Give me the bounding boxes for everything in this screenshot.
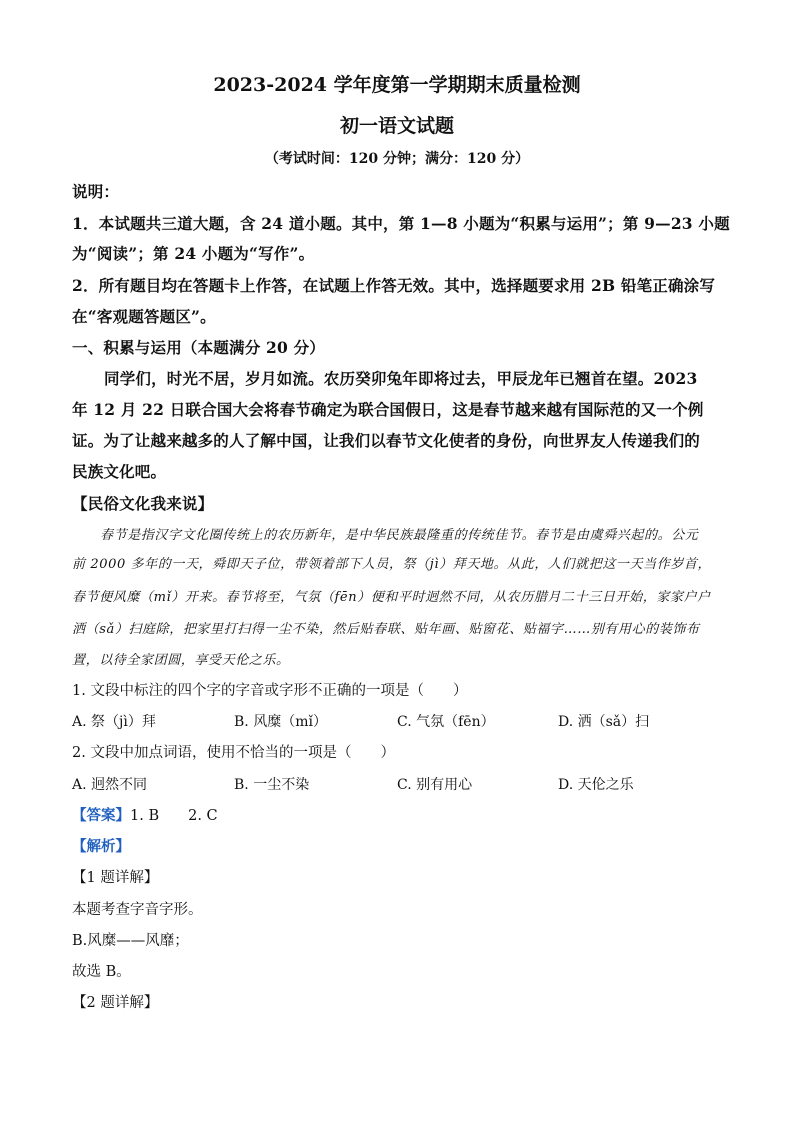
section-1-heading: 一、积累与运用（本题满分 20 分） [72, 338, 325, 357]
answer-label: 【答案】 [72, 807, 130, 824]
folk-passage-line-4: 洒（sǎ）扫庭除，把家里打扫得一尘不染，然后贴春联、贴年画、贴窗花、贴福字……别有用心的装饰布 [72, 622, 700, 637]
question-1-option-a: A. 祭（jì）拜 [72, 714, 156, 730]
answer-line [72, 809, 218, 824]
folk-passage-line-1: 春节是指汉字文化圈传统上的农历新年，是中华民族最隆重的传统佳节。春节是由虞舜兴起的。公元 [100, 528, 699, 543]
question-1-option-c: C. 气氛（fēn） [397, 714, 495, 730]
instruction-item-2-line-2: 在“客观题答题区”。 [72, 307, 216, 326]
question-2-option-d: D. 天伦之乐 [558, 777, 634, 793]
question-2-stem: 2. 文段中加点词语，使用不恰当的一项是（ ） [72, 745, 395, 761]
instruction-item-1-line-2: 为“阅读”；第 24 小题为“写作”。 [72, 244, 315, 263]
exam-subtitle: 初一语文试题 [339, 115, 454, 137]
exam-info: （考试时间：120 分钟；满分：120 分） [264, 151, 530, 167]
folk-passage-line-3: 春节便风糜（mǐ）开来。春节将至，气氛（fēn）便和平时迥然不同，从农历腊月二十三日开始，家家户户 [72, 590, 711, 605]
analysis-q1-line-3: 故选 B。 [72, 964, 131, 980]
question-2-option-b: B. 一尘不染 [234, 777, 310, 793]
instructions-heading: 说明： [72, 182, 120, 201]
question-1-stem: 1. 文段中标注的四个字的字音或字形不正确的一项是（ ） [72, 683, 468, 699]
instruction-item-1-line-1: 1．本试题共三道大题，含 24 道小题。其中，第 1—8 小题为“积累与运用”；第 9—23 小题 [72, 214, 730, 233]
exam-title: 2023-2024 学年度第一学期期末质量检测 [213, 74, 581, 96]
analysis-q1-line-1: 本题考查字音字形。 [72, 902, 203, 918]
section-1-intro-line-4: 民族文化吧。 [72, 462, 167, 481]
folk-passage-line-5: 置，以待全家团圆，享受天伦之乐。 [72, 653, 290, 668]
question-1-option-d: D. 洒（sǎ）扫 [558, 714, 650, 730]
analysis-q2-label: 【2 题详解】 [72, 995, 159, 1011]
analysis-label: 【解析】 [72, 838, 130, 855]
analysis-q1-label: 【1 题详解】 [72, 870, 159, 886]
folk-heading: 【民俗文化我来说】 [72, 494, 214, 513]
section-1-intro-line-3: 证。为了让越来越多的人了解中国，让我们以春节文化使者的身份，向世界友人传递我们的 [72, 431, 701, 450]
question-1-option-b: B. 风糜（mǐ） [234, 714, 327, 730]
answer-text: 1. B 2. C [130, 808, 218, 824]
instruction-item-2-line-1: 2．所有题目均在答题卡上作答，在试题上作答无效。其中，选择题要求用 2B 铅笔正确涂写 [72, 276, 716, 295]
section-1-intro-line-2: 年 12 月 22 日联合国大会将春节确定为联合国假日，这是春节越来越有国际范的又一个例 [72, 400, 704, 419]
question-2-option-c: C. 别有用心 [397, 777, 473, 793]
question-2-option-a: A. 迥然不同 [72, 777, 148, 793]
section-1-intro-line-1: 同学们，时光不居，岁月如流。农历癸卯兔年即将过去，甲辰龙年已翘首在望。2023 [104, 369, 698, 388]
analysis-q1-line-2: B.风糜——风靡； [72, 933, 189, 949]
folk-passage-line-2: 前 2000 多年的一天，舜即天子位，带领着部下人员，祭（jì）拜天地。从此，人们就把这一天当作岁首， [72, 557, 712, 572]
